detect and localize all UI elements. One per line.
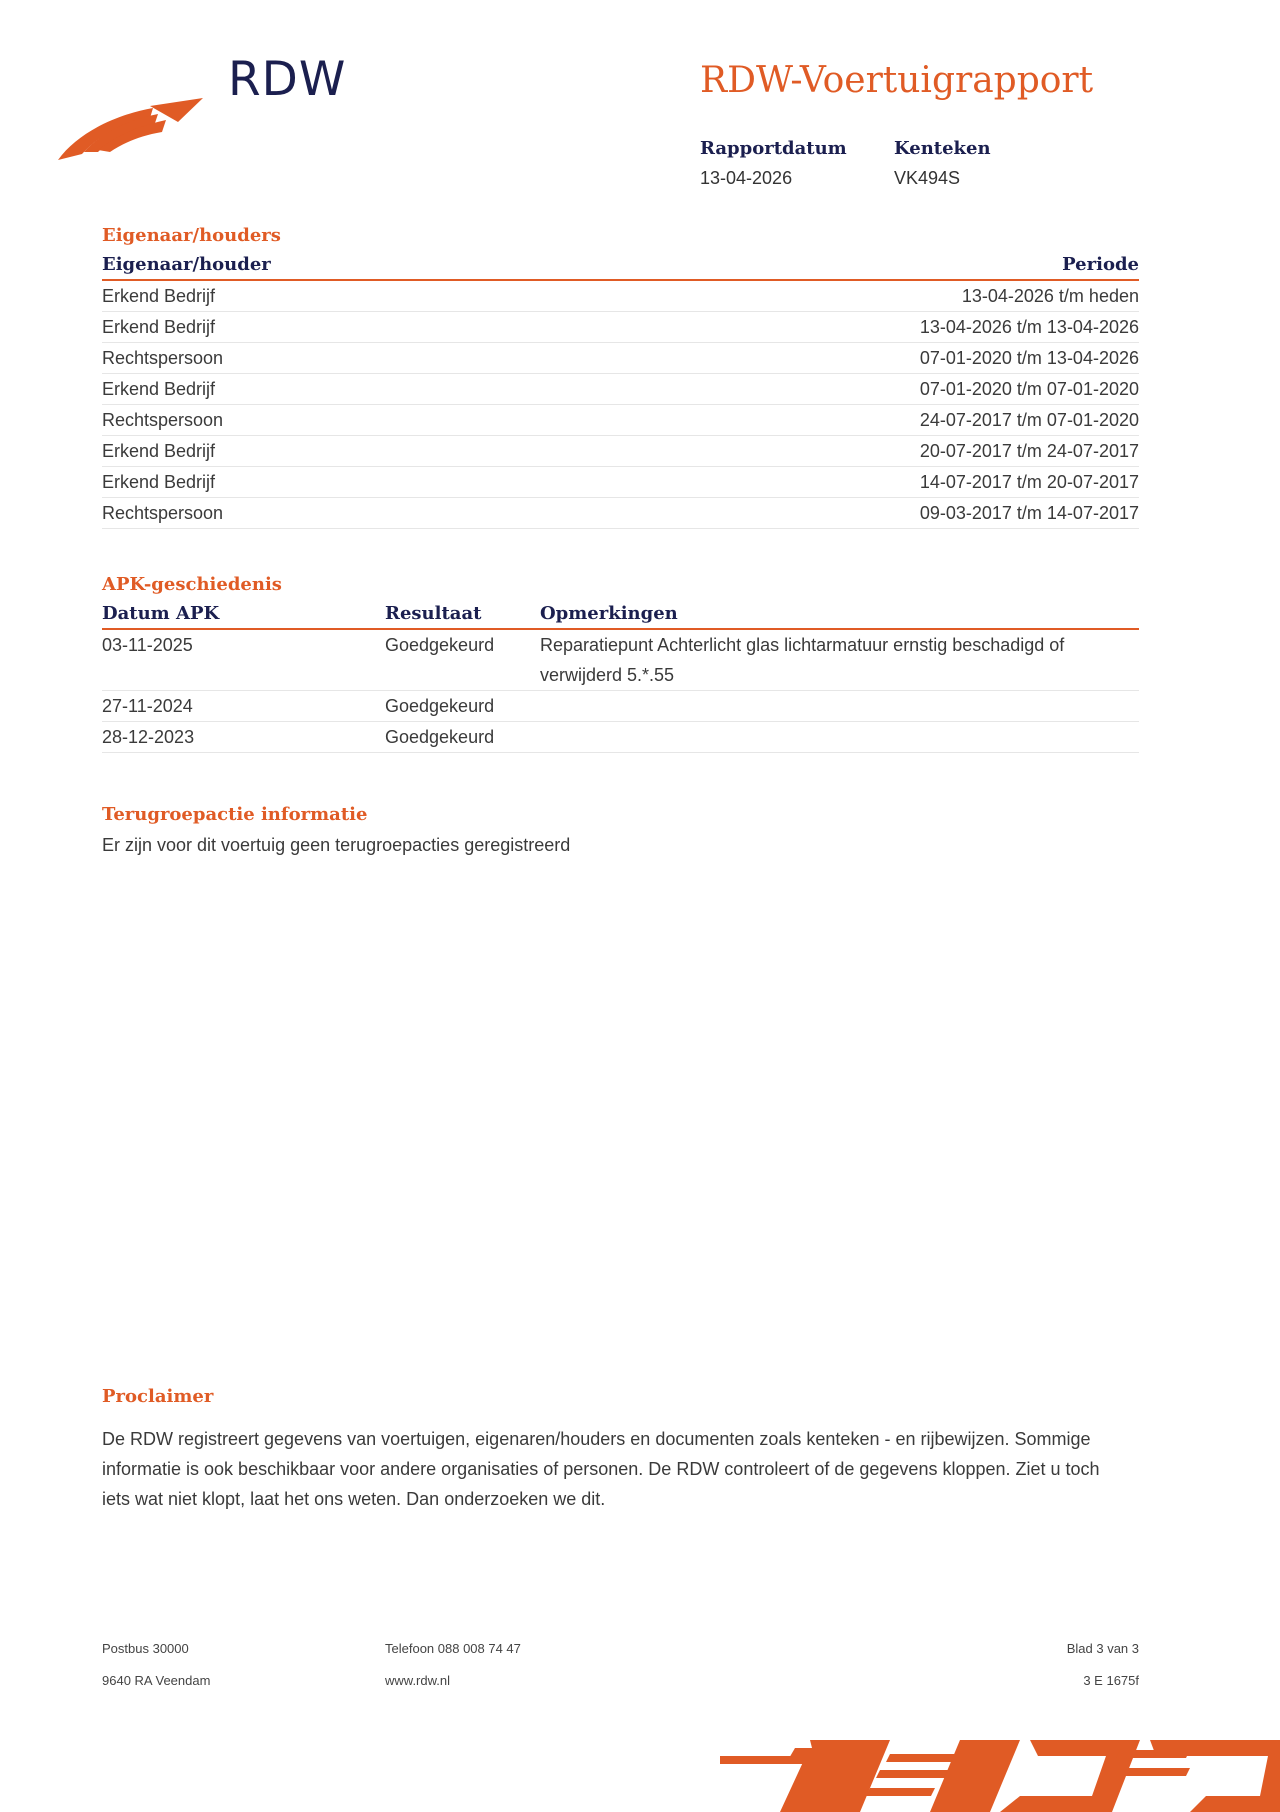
owner-cell: Erkend Bedrijf bbox=[102, 379, 216, 399]
column-header-remarks: Opmerkingen bbox=[540, 603, 678, 624]
table-row bbox=[102, 343, 1139, 374]
table-row bbox=[102, 630, 1139, 691]
rdw-logo bbox=[58, 52, 358, 162]
plate-label: Kenteken bbox=[894, 138, 991, 159]
remarks-cell bbox=[540, 691, 1139, 721]
table-row bbox=[102, 722, 1139, 753]
period-cell: 07-01-2020 t/m 13-04-2026 bbox=[919, 348, 1139, 368]
period-cell: 20-07-2017 t/m 24-07-2017 bbox=[919, 441, 1139, 461]
logo-text: RDW bbox=[228, 52, 347, 107]
owner-cell: Erkend Bedrijf bbox=[102, 441, 216, 461]
apk-section bbox=[102, 570, 1139, 753]
proclaimer-text: De RDW registreert gegevens van voertuigen, eigenaren/houders en documenten zoals kenteken - en rijbewijzen. Sommige informatie is ook beschikbaar voor andere organisaties of personen. De RDW controleert of de gegevens kloppen. Ziet u toch iets wat niet klopt, laat het ons weten. Dan onderzoeken we dit. bbox=[102, 1429, 1100, 1509]
footer-page-number: Blad 3 van 3 bbox=[1066, 1641, 1139, 1656]
proclaimer-section bbox=[102, 1382, 1102, 1514]
footer-phone: Telefoon 088 008 74 47 bbox=[385, 1641, 521, 1656]
column-header-period: Periode bbox=[1062, 254, 1139, 275]
period-cell: 14-07-2017 t/m 20-07-2017 bbox=[919, 472, 1139, 492]
period-cell: 13-04-2026 t/m heden bbox=[961, 286, 1139, 306]
period-cell: 09-03-2017 t/m 14-07-2017 bbox=[919, 503, 1139, 523]
report-title: RDW-Voertuigrapport bbox=[700, 60, 1094, 101]
section-title: Proclaimer bbox=[102, 1386, 214, 1407]
recall-section bbox=[102, 800, 1139, 860]
column-header-date: Datum APK bbox=[102, 603, 220, 624]
table-row bbox=[102, 436, 1139, 467]
footer-address-line1: Postbus 30000 bbox=[102, 1641, 189, 1656]
owners-table-header bbox=[102, 251, 1139, 281]
column-header-result: Resultaat bbox=[385, 603, 482, 624]
report-date-value: 13-04-2026 bbox=[700, 168, 793, 188]
rdw-stripes-icon bbox=[720, 1740, 1280, 1812]
period-cell: 24-07-2017 t/m 07-01-2020 bbox=[919, 410, 1139, 430]
table-row bbox=[102, 691, 1139, 722]
remarks-cell: Reparatiepunt Achterlicht glas lichtarmatuur ernstig beschadigd of verwijderd 5.*.55 bbox=[540, 635, 1065, 685]
table-row bbox=[102, 498, 1139, 529]
apk-table-header bbox=[102, 600, 1139, 630]
section-title: Eigenaar/houders bbox=[102, 225, 281, 246]
date-cell: 27-11-2024 bbox=[102, 696, 193, 716]
section-title: Terugroepactie informatie bbox=[102, 804, 368, 825]
footer-address-line2: 9640 RA Veendam bbox=[102, 1673, 211, 1688]
recall-text: Er zijn voor dit voertuig geen terugroepacties geregistreerd bbox=[102, 835, 571, 855]
owner-cell: Rechtspersoon bbox=[102, 410, 224, 430]
owner-cell: Erkend Bedrijf bbox=[102, 472, 216, 492]
section-title: APK-geschiedenis bbox=[102, 574, 282, 595]
table-row bbox=[102, 374, 1139, 405]
period-cell: 07-01-2020 t/m 07-01-2020 bbox=[919, 379, 1139, 399]
table-row bbox=[102, 405, 1139, 436]
result-cell: Goedgekeurd bbox=[385, 635, 495, 655]
owner-cell: Rechtspersoon bbox=[102, 348, 224, 368]
footer-website: www.rdw.nl bbox=[385, 1673, 451, 1688]
table-row bbox=[102, 467, 1139, 498]
owner-cell: Rechtspersoon bbox=[102, 503, 224, 523]
owner-cell: Erkend Bedrijf bbox=[102, 317, 216, 337]
result-cell: Goedgekeurd bbox=[385, 727, 495, 747]
owner-cell: Erkend Bedrijf bbox=[102, 286, 216, 306]
table-row bbox=[102, 312, 1139, 343]
date-cell: 28-12-2023 bbox=[102, 727, 195, 747]
report-date-label: Rapportdatum bbox=[700, 138, 847, 159]
table-row bbox=[102, 281, 1139, 312]
date-cell: 03-11-2025 bbox=[102, 635, 193, 655]
period-cell: 13-04-2026 t/m 13-04-2026 bbox=[919, 317, 1139, 337]
column-header-owner: Eigenaar/houder bbox=[102, 254, 271, 275]
result-cell: Goedgekeurd bbox=[385, 696, 495, 716]
footer-code: 3 E 1675f bbox=[1083, 1673, 1139, 1688]
remarks-cell bbox=[540, 722, 1139, 752]
rdw-wing-icon bbox=[58, 92, 208, 162]
plate-value: VK494S bbox=[894, 168, 961, 188]
owners-section bbox=[102, 221, 1139, 529]
